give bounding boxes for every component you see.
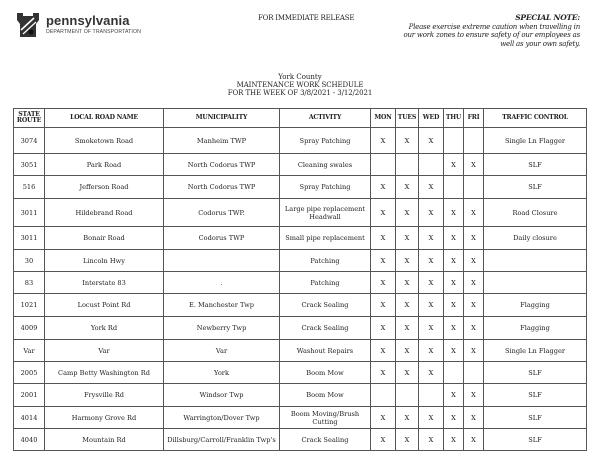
- traffic-control-cell: Flagging: [484, 317, 587, 340]
- tue-cell: [396, 154, 419, 176]
- column-header-tues: TUES: [396, 109, 419, 128]
- mon-cell: X: [371, 227, 396, 250]
- column-header-local-road-name: LOCAL ROAD NAME: [45, 109, 164, 128]
- wed-cell: X: [419, 362, 444, 384]
- thu-cell: [444, 176, 464, 199]
- mon-cell: X: [371, 176, 396, 199]
- column-header-activity: ACTIVITY: [280, 109, 371, 128]
- work-schedule-table: [13, 108, 587, 451]
- wed-cell: X: [419, 199, 444, 227]
- thu-cell: X: [444, 294, 464, 317]
- thu-cell: X: [444, 272, 464, 294]
- mon-cell: X: [371, 407, 396, 429]
- release-label: FOR IMMEDIATE RELEASE: [258, 14, 355, 22]
- tue-cell: X: [396, 199, 419, 227]
- state-route-cell: 83: [14, 272, 45, 294]
- traffic-control-cell: Single Ln Flagger: [484, 340, 587, 362]
- fri-cell: X: [464, 294, 484, 317]
- thu-cell: X: [444, 199, 464, 227]
- tue-cell: X: [396, 294, 419, 317]
- penndot-logo: [15, 12, 145, 38]
- mon-cell: X: [371, 272, 396, 294]
- traffic-control-cell: Single Ln Flagger: [484, 128, 587, 154]
- municipality-cell: Newberry Twp: [164, 317, 280, 340]
- logo-name: pennsylvania: [46, 13, 130, 28]
- special-note-title: SPECIAL NOTE:: [515, 13, 580, 22]
- state-route-cell: 516: [14, 176, 45, 199]
- road-name-cell: Bonair Road: [45, 227, 164, 250]
- fri-cell: X: [464, 250, 484, 272]
- road-name-cell: Park Road: [45, 154, 164, 176]
- table-row: [14, 340, 587, 362]
- column-header-wed: WED: [419, 109, 444, 128]
- table-row: [14, 317, 587, 340]
- thu-cell: X: [444, 429, 464, 451]
- tue-cell: X: [396, 272, 419, 294]
- road-name-cell: Locust Point Rd: [45, 294, 164, 317]
- state-route-cell: 2001: [14, 384, 45, 407]
- activity-cell: Boom Mow: [280, 384, 371, 407]
- road-name-cell: Jefferson Road: [45, 176, 164, 199]
- wed-cell: X: [419, 128, 444, 154]
- wed-cell: X: [419, 272, 444, 294]
- mon-cell: X: [371, 250, 396, 272]
- column-header-state-route: STATE ROUTE: [14, 109, 45, 128]
- municipality-cell: Windsor Twp: [164, 384, 280, 407]
- municipality-cell: North Codorus TWP: [164, 176, 280, 199]
- thu-cell: X: [444, 340, 464, 362]
- traffic-control-cell: SLF: [484, 154, 587, 176]
- activity-cell: Boom Mow: [280, 362, 371, 384]
- road-name-cell: Hildebrand Road: [45, 199, 164, 227]
- traffic-control-cell: [484, 250, 587, 272]
- logo-subtitle: DEPARTMENT OF TRANSPORTATION: [46, 29, 141, 35]
- schedule-title: MAINTENANCE WORK SCHEDULE: [236, 81, 364, 89]
- traffic-control-cell: SLF: [484, 384, 587, 407]
- mon-cell: X: [371, 128, 396, 154]
- column-header-municipality: MUNICIPALITY: [164, 109, 280, 128]
- activity-cell: Patching: [280, 250, 371, 272]
- traffic-control-cell: SLF: [484, 407, 587, 429]
- fri-cell: [464, 176, 484, 199]
- fri-cell: X: [464, 272, 484, 294]
- keystone-logo-icon: [15, 12, 41, 38]
- traffic-control-cell: [484, 272, 587, 294]
- municipality-cell: .: [164, 272, 280, 294]
- fri-cell: X: [464, 199, 484, 227]
- mon-cell: X: [371, 362, 396, 384]
- tue-cell: [396, 384, 419, 407]
- traffic-control-cell: Daily closure: [484, 227, 587, 250]
- activity-cell: Large pipe replacement Headwall: [280, 199, 371, 227]
- activity-cell: Crack Sealing: [280, 294, 371, 317]
- table-row: [14, 294, 587, 317]
- thu-cell: X: [444, 154, 464, 176]
- municipality-cell: Codorus TWP.: [164, 199, 280, 227]
- activity-cell: Spray Patching: [280, 176, 371, 199]
- mon-cell: [371, 384, 396, 407]
- road-name-cell: Frysville Rd: [45, 384, 164, 407]
- thu-cell: [444, 128, 464, 154]
- traffic-control-cell: Road Closure: [484, 199, 587, 227]
- traffic-control-cell: SLF: [484, 362, 587, 384]
- thu-cell: [444, 362, 464, 384]
- table-row: [14, 227, 587, 250]
- tue-cell: X: [396, 340, 419, 362]
- column-header-traffic-control: TRAFFIC CONTROL: [484, 109, 587, 128]
- municipality-cell: North Codorus TWP: [164, 154, 280, 176]
- municipality-cell: Dillsburg/Carroll/Franklin Twp's: [164, 429, 280, 451]
- fri-cell: X: [464, 429, 484, 451]
- state-route-cell: 3011: [14, 199, 45, 227]
- schedule-week: FOR THE WEEK OF 3/8/2021 - 3/12/2021: [227, 89, 373, 97]
- column-header-fri: FRI: [464, 109, 484, 128]
- wed-cell: [419, 384, 444, 407]
- tue-cell: X: [396, 362, 419, 384]
- wed-cell: X: [419, 176, 444, 199]
- tue-cell: X: [396, 128, 419, 154]
- activity-cell: Crack Sealing: [280, 429, 371, 451]
- tue-cell: X: [396, 250, 419, 272]
- municipality-cell: Codorus TWP: [164, 227, 280, 250]
- tue-cell: X: [396, 429, 419, 451]
- traffic-control-cell: SLF: [484, 176, 587, 199]
- fri-cell: X: [464, 340, 484, 362]
- road-name-cell: Smoketown Road: [45, 128, 164, 154]
- wed-cell: X: [419, 227, 444, 250]
- mon-cell: X: [371, 294, 396, 317]
- fri-cell: [464, 128, 484, 154]
- state-route-cell: 4040: [14, 429, 45, 451]
- tue-cell: X: [396, 176, 419, 199]
- table-row: [14, 429, 587, 451]
- wed-cell: X: [419, 429, 444, 451]
- column-header-mon: MON: [371, 109, 396, 128]
- table-row: [14, 407, 587, 429]
- activity-cell: Spray Patching: [280, 128, 371, 154]
- county-name: York County: [278, 73, 322, 81]
- activity-cell: Boom Moving/Brush Cutting: [280, 407, 371, 429]
- road-name-cell: Var: [45, 340, 164, 362]
- road-name-cell: Mountain Rd: [45, 429, 164, 451]
- tue-cell: X: [396, 407, 419, 429]
- state-route-cell: 1021: [14, 294, 45, 317]
- municipality-cell: Manheim TWP: [164, 128, 280, 154]
- wed-cell: X: [419, 294, 444, 317]
- fri-cell: X: [464, 384, 484, 407]
- road-name-cell: Lincoln Hwy: [45, 250, 164, 272]
- mon-cell: X: [371, 340, 396, 362]
- road-name-cell: Interstate 83: [45, 272, 164, 294]
- mon-cell: [371, 154, 396, 176]
- state-route-cell: 3051: [14, 154, 45, 176]
- traffic-control-cell: SLF: [484, 429, 587, 451]
- table-row: [14, 176, 587, 199]
- table-row: [14, 154, 587, 176]
- road-name-cell: Camp Betty Washington Rd: [45, 362, 164, 384]
- table-row: [14, 384, 587, 407]
- municipality-cell: [164, 250, 280, 272]
- activity-cell: Patching: [280, 272, 371, 294]
- tue-cell: X: [396, 227, 419, 250]
- state-route-cell: 2005: [14, 362, 45, 384]
- fri-cell: X: [464, 154, 484, 176]
- wed-cell: X: [419, 250, 444, 272]
- traffic-control-cell: Flagging: [484, 294, 587, 317]
- table-row: [14, 128, 587, 154]
- column-header-thu: THU: [444, 109, 464, 128]
- municipality-cell: Warrington/Dover Twp: [164, 407, 280, 429]
- mon-cell: X: [371, 317, 396, 340]
- road-name-cell: Harmony Grove Rd: [45, 407, 164, 429]
- activity-cell: Washout Repairs: [280, 340, 371, 362]
- state-route-cell: 4009: [14, 317, 45, 340]
- state-route-cell: 3011: [14, 227, 45, 250]
- table-header-row: [14, 109, 587, 128]
- municipality-cell: Var: [164, 340, 280, 362]
- fri-cell: X: [464, 317, 484, 340]
- thu-cell: X: [444, 317, 464, 340]
- special-note-body: Please exercise extreme caution when travelling in our work zones to ensure safety of our employees as well as your own safety.: [403, 23, 580, 48]
- wed-cell: X: [419, 407, 444, 429]
- road-name-cell: York Rd: [45, 317, 164, 340]
- state-route-cell: Var: [14, 340, 45, 362]
- wed-cell: [419, 154, 444, 176]
- thu-cell: X: [444, 227, 464, 250]
- activity-cell: Small pipe replacement: [280, 227, 371, 250]
- mon-cell: X: [371, 199, 396, 227]
- fri-cell: [464, 362, 484, 384]
- state-route-cell: 30: [14, 250, 45, 272]
- thu-cell: X: [444, 384, 464, 407]
- mon-cell: X: [371, 429, 396, 451]
- thu-cell: X: [444, 407, 464, 429]
- activity-cell: Crack Sealing: [280, 317, 371, 340]
- activity-cell: Cleaning swales: [280, 154, 371, 176]
- tue-cell: X: [396, 317, 419, 340]
- fri-cell: X: [464, 407, 484, 429]
- wed-cell: X: [419, 340, 444, 362]
- table-row: [14, 272, 587, 294]
- municipality-cell: York: [164, 362, 280, 384]
- wed-cell: X: [419, 317, 444, 340]
- thu-cell: X: [444, 250, 464, 272]
- state-route-cell: 4014: [14, 407, 45, 429]
- table-row: [14, 250, 587, 272]
- municipality-cell: E. Manchester Twp: [164, 294, 280, 317]
- table-row: [14, 362, 587, 384]
- fri-cell: X: [464, 227, 484, 250]
- table-row: [14, 199, 587, 227]
- state-route-cell: 3074: [14, 128, 45, 154]
